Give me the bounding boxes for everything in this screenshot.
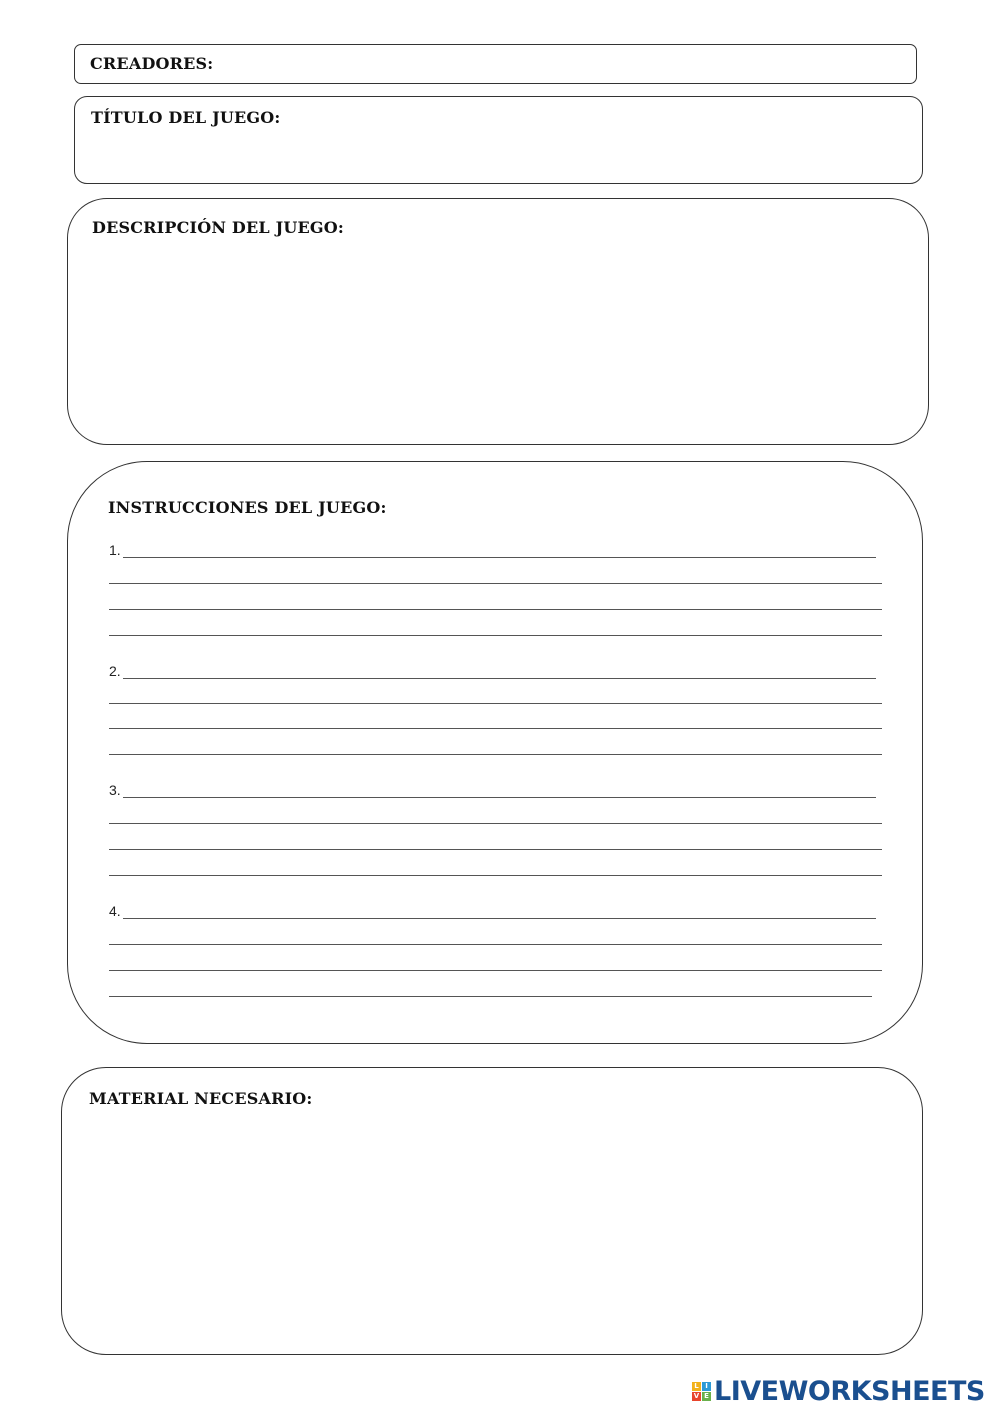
description-label: DESCRIPCIÓN DEL JUEGO:	[92, 218, 345, 237]
description-box	[67, 198, 929, 445]
instruction-line-3-2[interactable]	[109, 823, 882, 824]
title-box	[74, 96, 923, 184]
instruction-line-4-4[interactable]	[109, 996, 872, 997]
title-field[interactable]	[91, 133, 906, 177]
instruction-number-2: 2.	[109, 663, 121, 679]
description-field[interactable]	[92, 247, 902, 427]
logo-mark-cell: I	[702, 1382, 711, 1391]
creators-field[interactable]	[235, 49, 905, 79]
instructions-label: INSTRUCCIONES DEL JUEGO:	[108, 498, 387, 517]
logo-mark-icon	[692, 1382, 711, 1401]
instruction-line-3-3[interactable]	[109, 849, 882, 850]
instruction-number-4: 4.	[109, 903, 121, 919]
logo-mark-cell: L	[692, 1382, 701, 1391]
instruction-line-1-2[interactable]	[109, 583, 882, 584]
instruction-line-4-1[interactable]	[123, 918, 876, 919]
instruction-line-2-3[interactable]	[109, 728, 882, 729]
instruction-line-4-2[interactable]	[109, 944, 882, 945]
liveworksheets-logo	[692, 1374, 985, 1408]
instruction-line-2-1[interactable]	[123, 678, 876, 679]
instruction-line-1-3[interactable]	[109, 609, 882, 610]
logo-text: LIVEWORKSHEETS	[714, 1375, 985, 1407]
instructions-box	[67, 461, 923, 1044]
instruction-line-2-4[interactable]	[109, 754, 882, 755]
creators-label: CREADORES:	[90, 54, 214, 73]
materials-field[interactable]	[89, 1118, 894, 1338]
materials-box	[61, 1067, 923, 1355]
instruction-line-2-2[interactable]	[109, 703, 882, 704]
instruction-number-3: 3.	[109, 782, 121, 798]
instruction-number-1: 1.	[109, 542, 121, 558]
instruction-line-1-1[interactable]	[123, 557, 876, 558]
instruction-line-4-3[interactable]	[109, 970, 882, 971]
instruction-line-1-4[interactable]	[109, 635, 882, 636]
materials-label: MATERIAL NECESARIO:	[89, 1089, 313, 1108]
creators-box	[74, 44, 917, 84]
instruction-line-3-1[interactable]	[123, 797, 876, 798]
instruction-line-3-4[interactable]	[109, 875, 882, 876]
title-label: TÍTULO DEL JUEGO:	[91, 108, 281, 127]
logo-mark-cell: V	[693, 1391, 700, 1400]
logo-mark-cell: E	[702, 1392, 711, 1401]
